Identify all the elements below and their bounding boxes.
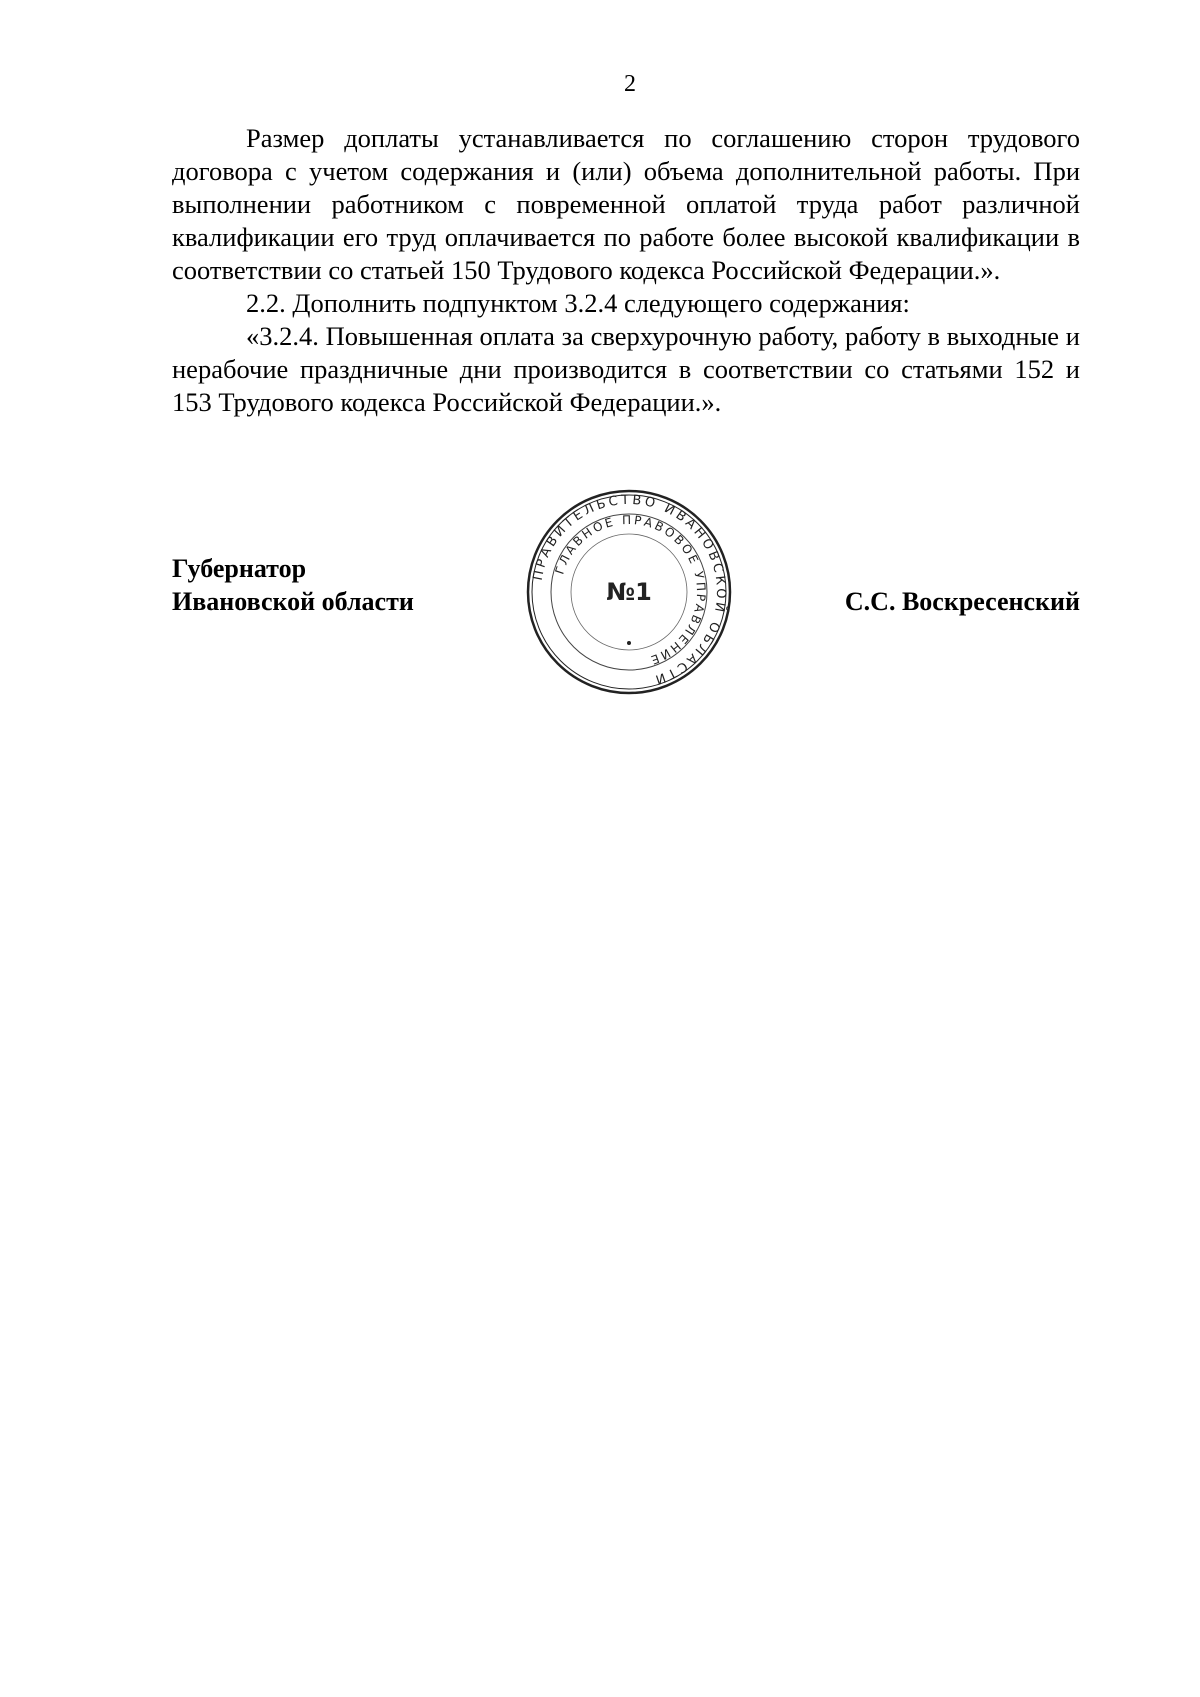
paragraph-additional-pay: Размер доплаты устанавливается по соглашению сторон трудового договора с учетом содержания и (или) объема дополнительной работы. При выполнении работником с повременной оплатой труда работ различной квалификации его труд оплачивается по работе более высокой квалификации в соответствии со статьей 150 Трудового кодекса Российской Федерации.». xyxy=(172,123,1080,285)
stamp-number: №1 xyxy=(606,578,652,606)
paragraph-amendment-2-2: 2.2. Дополнить подпунктом 3.2.4 следующего содержания: xyxy=(246,288,910,318)
signer-title-line-2: Ивановской области xyxy=(172,587,414,616)
signer-name: С.С. Воскресенский xyxy=(844,587,1080,616)
signer-title xyxy=(172,552,414,618)
page-number: 2 xyxy=(624,71,636,97)
stamp-seal-icon xyxy=(524,487,734,697)
stamp-inner-text: ГЛАВНОЕ ПРАВОВОЕ УПРАВЛЕНИЕ xyxy=(552,512,709,668)
document-body xyxy=(172,122,1080,419)
paragraph-subpoint-3-2-4: «3.2.4. Повышенная оплата за сверхурочную работу, работу в выходные и нерабочие праздничные дни производится в соответствии со статьями 152 и 153 Трудового кодекса Российской Федерации.». xyxy=(172,321,1080,417)
signer-title-line-1: Губернатор xyxy=(172,554,307,583)
official-stamp xyxy=(524,487,734,697)
stamp-outer-text: ПРАВИТЕЛЬСТВО ИВАНОВСКОЙ ОБЛАСТИ xyxy=(530,492,729,688)
